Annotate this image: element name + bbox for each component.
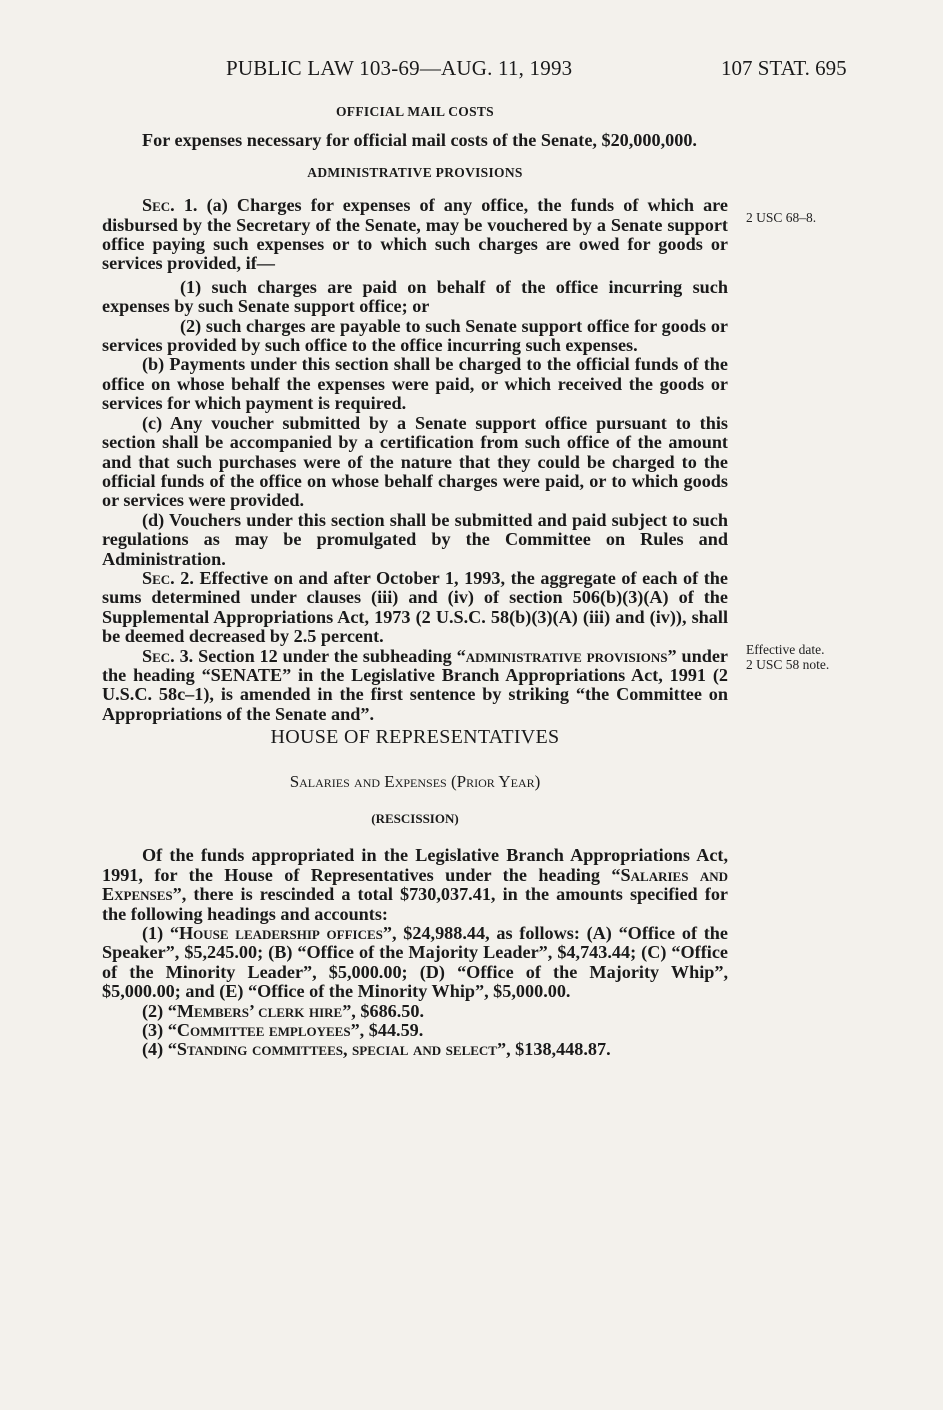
sec3-pre: Section 12 under the subheading “ xyxy=(198,645,466,666)
sec3-smallcaps: administrative provisions xyxy=(465,645,668,666)
heading-administrative-provisions: ADMINISTRATIVE PROVISIONS xyxy=(307,164,523,180)
sec1-label: Sec. 1. xyxy=(142,195,198,216)
sec2-label: Sec. 2. xyxy=(142,567,194,588)
item1-pre: (1) “ xyxy=(142,923,180,944)
margin-note-effective-date-line2: 2 USC 58 note. xyxy=(746,657,830,672)
list-item-3 xyxy=(102,1021,728,1040)
paragraph-rescission xyxy=(102,846,728,924)
item4-smallcaps: Standing committees, special and select xyxy=(176,1039,497,1060)
paragraph-official-mail-costs: For expenses necessary for official mail costs of the Senate, $20,000,000. xyxy=(142,130,697,151)
running-head-title: PUBLIC LAW 103-69—AUG. 11, 1993 xyxy=(226,56,573,80)
paragraph-sec1-b: (b) Payments under this section shall be charged to the official funds of the office on whose behalf the expenses were paid, or which received the goods or services for which payment is required. xyxy=(102,354,728,414)
item3-pre: (3) “ xyxy=(142,1020,177,1041)
resc-pre: Of the funds appropriated in the Legislative Branch Appropriations Act, 1991, for the House of Representatives under the heading “ xyxy=(102,845,728,885)
item4-pre: (4) “ xyxy=(142,1039,177,1060)
paragraph-sec1-a1 xyxy=(64,278,728,317)
sec1-a2-text: (2) such charges are payable to such Senate support office for goods or services provided by such office to the office incurring such expenses. xyxy=(102,315,728,356)
sec3-label: Sec. 3. xyxy=(142,645,194,666)
heading-house-of-representatives: HOUSE OF REPRESENTATIVES xyxy=(270,726,560,749)
heading-salaries-and-expenses: Salaries and Expenses (Prior Year) xyxy=(289,771,541,791)
item3-smallcaps: Committee employees xyxy=(176,1020,351,1041)
sec1-a-text: (a) Charges for expenses of any office, the funds of which are disbursed by the Secretary of the Senate, may be vouchered by a Senate support office paying such expenses or to which such charges are owed for goods or services provided, if— xyxy=(102,195,729,274)
item3-post: ”, $44.59. xyxy=(350,1020,424,1041)
heading-rescission: (RESCISSION) xyxy=(371,811,459,826)
item2-smallcaps: Members’ clerk hire xyxy=(176,1000,343,1021)
margin-note-effective-date-line1: Effective date. xyxy=(746,642,825,657)
running-head xyxy=(0,56,943,86)
resc-post: ”, there is rescinded a total $730,037.41, in the amounts specified for the following headings and accounts: xyxy=(102,884,728,924)
list-item-1 xyxy=(102,924,728,1002)
item2-post: ”, $686.50. xyxy=(342,1000,425,1021)
sec3-post: ” under the heading “SENATE” in the Legislative Branch Appropriations Act, 1991 (2 U.S.C. 58c–1), is amended in the first sentence by striking “the Committee on Appropriations of the Senate and”. xyxy=(102,645,729,724)
running-head-page-number: 107 STAT. 695 xyxy=(721,56,847,80)
list-item-4 xyxy=(102,1040,728,1059)
body-text-column xyxy=(102,96,728,1060)
item1-smallcaps: House leadership offices xyxy=(179,923,383,944)
margin-note-effective-date xyxy=(746,642,829,672)
sec1-a1-text: (1) such charges are paid on behalf of the office incurring such expenses by such Senate support office; or xyxy=(102,276,728,317)
paragraph-sec2 xyxy=(102,569,728,647)
list-item-2 xyxy=(102,1002,728,1021)
item1-post: ”, $24,988.44, as follows: (A) “Office of the Speaker”, $5,245.00; (B) “Office of the Majority Leader”, $4,743.44; (C) “Office of the Minority Leader”, $5,000.00; (D) “Office of the Majority Whip”, $5,000.00; and (E) “Office of the Minority Whip”, $5,000.00. xyxy=(102,923,728,1002)
sec2-text: Effective on and after October 1, 1993, the aggregate of each of the sums determined under clauses (iii) and (iv) of section 506(b)(3)(A) of the Supplemental Appropriations Act, 1973 (2 U.S.C. 58(b)(3)(A) (iii) and (iv)), shall be deemed decreased by 2.5 percent. xyxy=(102,567,728,647)
margin-note-usc-68-8: 2 USC 68–8. xyxy=(746,210,817,225)
item2-pre: (2) “ xyxy=(142,1000,177,1021)
heading-official-mail-costs: OFFICIAL MAIL COSTS xyxy=(336,104,494,119)
paragraph-sec1-a2 xyxy=(64,317,728,356)
item4-post: ”, $138,448.87. xyxy=(496,1039,611,1060)
paragraph-sec3 xyxy=(102,647,728,725)
paragraph-sec1-a xyxy=(102,196,728,274)
resc-smallcaps: Salaries and Expenses xyxy=(102,864,729,905)
paragraph-sec1-d: (d) Vouchers under this section shall be submitted and paid subject to such regulations as may be promulgated by the Committee on Rules and Administration. xyxy=(102,509,728,569)
paragraph-sec1-c: (c) Any voucher submitted by a Senate support office pursuant to this section shall be accompanied by a certification from such office of the amount and that such purchases were of the nature that they could be charged to the official funds of the office on whose behalf charges were paid, or to which goods or services were provided. xyxy=(102,412,728,511)
